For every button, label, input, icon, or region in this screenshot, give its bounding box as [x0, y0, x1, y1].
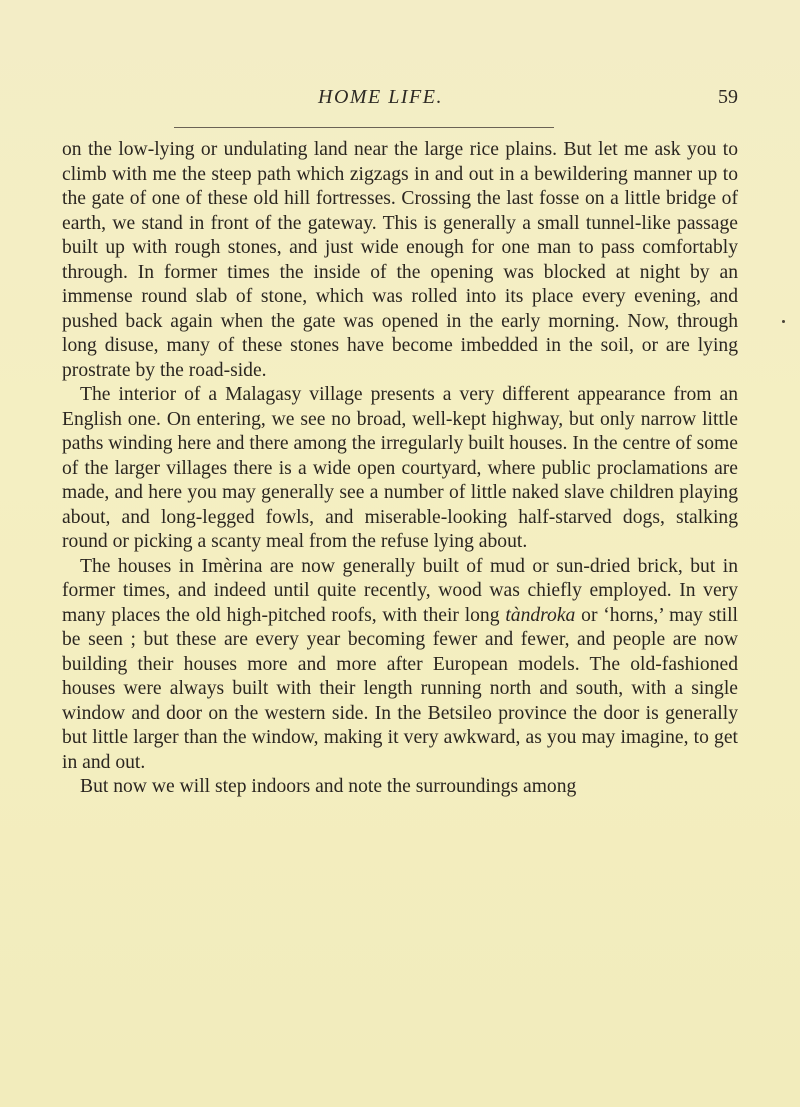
- italic-term: tàndroka: [505, 604, 576, 626]
- paragraph-3: [62, 555, 738, 776]
- header-rule: [174, 127, 554, 128]
- ink-speck: [782, 320, 785, 323]
- body-text: [62, 138, 738, 800]
- paragraph-3-start: The houses in Imèrina are now generally built of mud or sun-dried brick, but in former times, and indeed until quite recently, wood was chiefly employed. In very many places the old high-pitched roofs, with their long: [62, 555, 738, 626]
- paragraph-1: on the low-lying or undulating land near the large rice plains. But let me ask you to climb with me the steep path which zigzags in and out in a bewildering manner up to the gate of one of these old hill fortresses. Crossing the last fosse on a little bridge of earth, we stand in front of the gateway. This is generally a small tunnel-like passage built up with rough stones, and just wide enough for one man to pass comfortably through. In former times the inside of the opening was blocked at night by an immense round slab of stone, which was rolled into its place every evening, and pushed back again when the gate was opened in the early morning. Now, through long disuse, many of these stones have become imbedded in the soil, or are lying prostrate by the road-side.: [62, 139, 738, 381]
- paragraph-4: But now we will step indoors and note the surroundings among: [80, 776, 577, 797]
- page-header: [62, 86, 738, 116]
- paragraph-3-end: or ‘horns,’ may still be seen ; but these are every year becoming fewer and fewer, and people are now building their houses more and more after European models. The old-fashioned houses were always built with their length running north and south, with a single window and door on the western side. In the Betsileo province the door is generally but little larger than the window, making it very awkward, as you may imagine, to get in and out.: [62, 604, 738, 773]
- paragraph-2: The interior of a Malagasy village presents a very different appearance from an English one. On entering, we see no broad, well-kept highway, but only narrow little paths winding here and there among the irregularly built houses. In the centre of some of the larger villages there is a wide open courtyard, where public proclamations are made, and here you may generally see a number of little naked slave children playing about, and long-legged fowls, and miserable-looking half-starved dogs, stalking round or picking a scanty meal from the refuse lying about.: [62, 384, 738, 552]
- running-head: HOME LIFE.: [318, 86, 443, 108]
- page-number: 59: [718, 86, 738, 108]
